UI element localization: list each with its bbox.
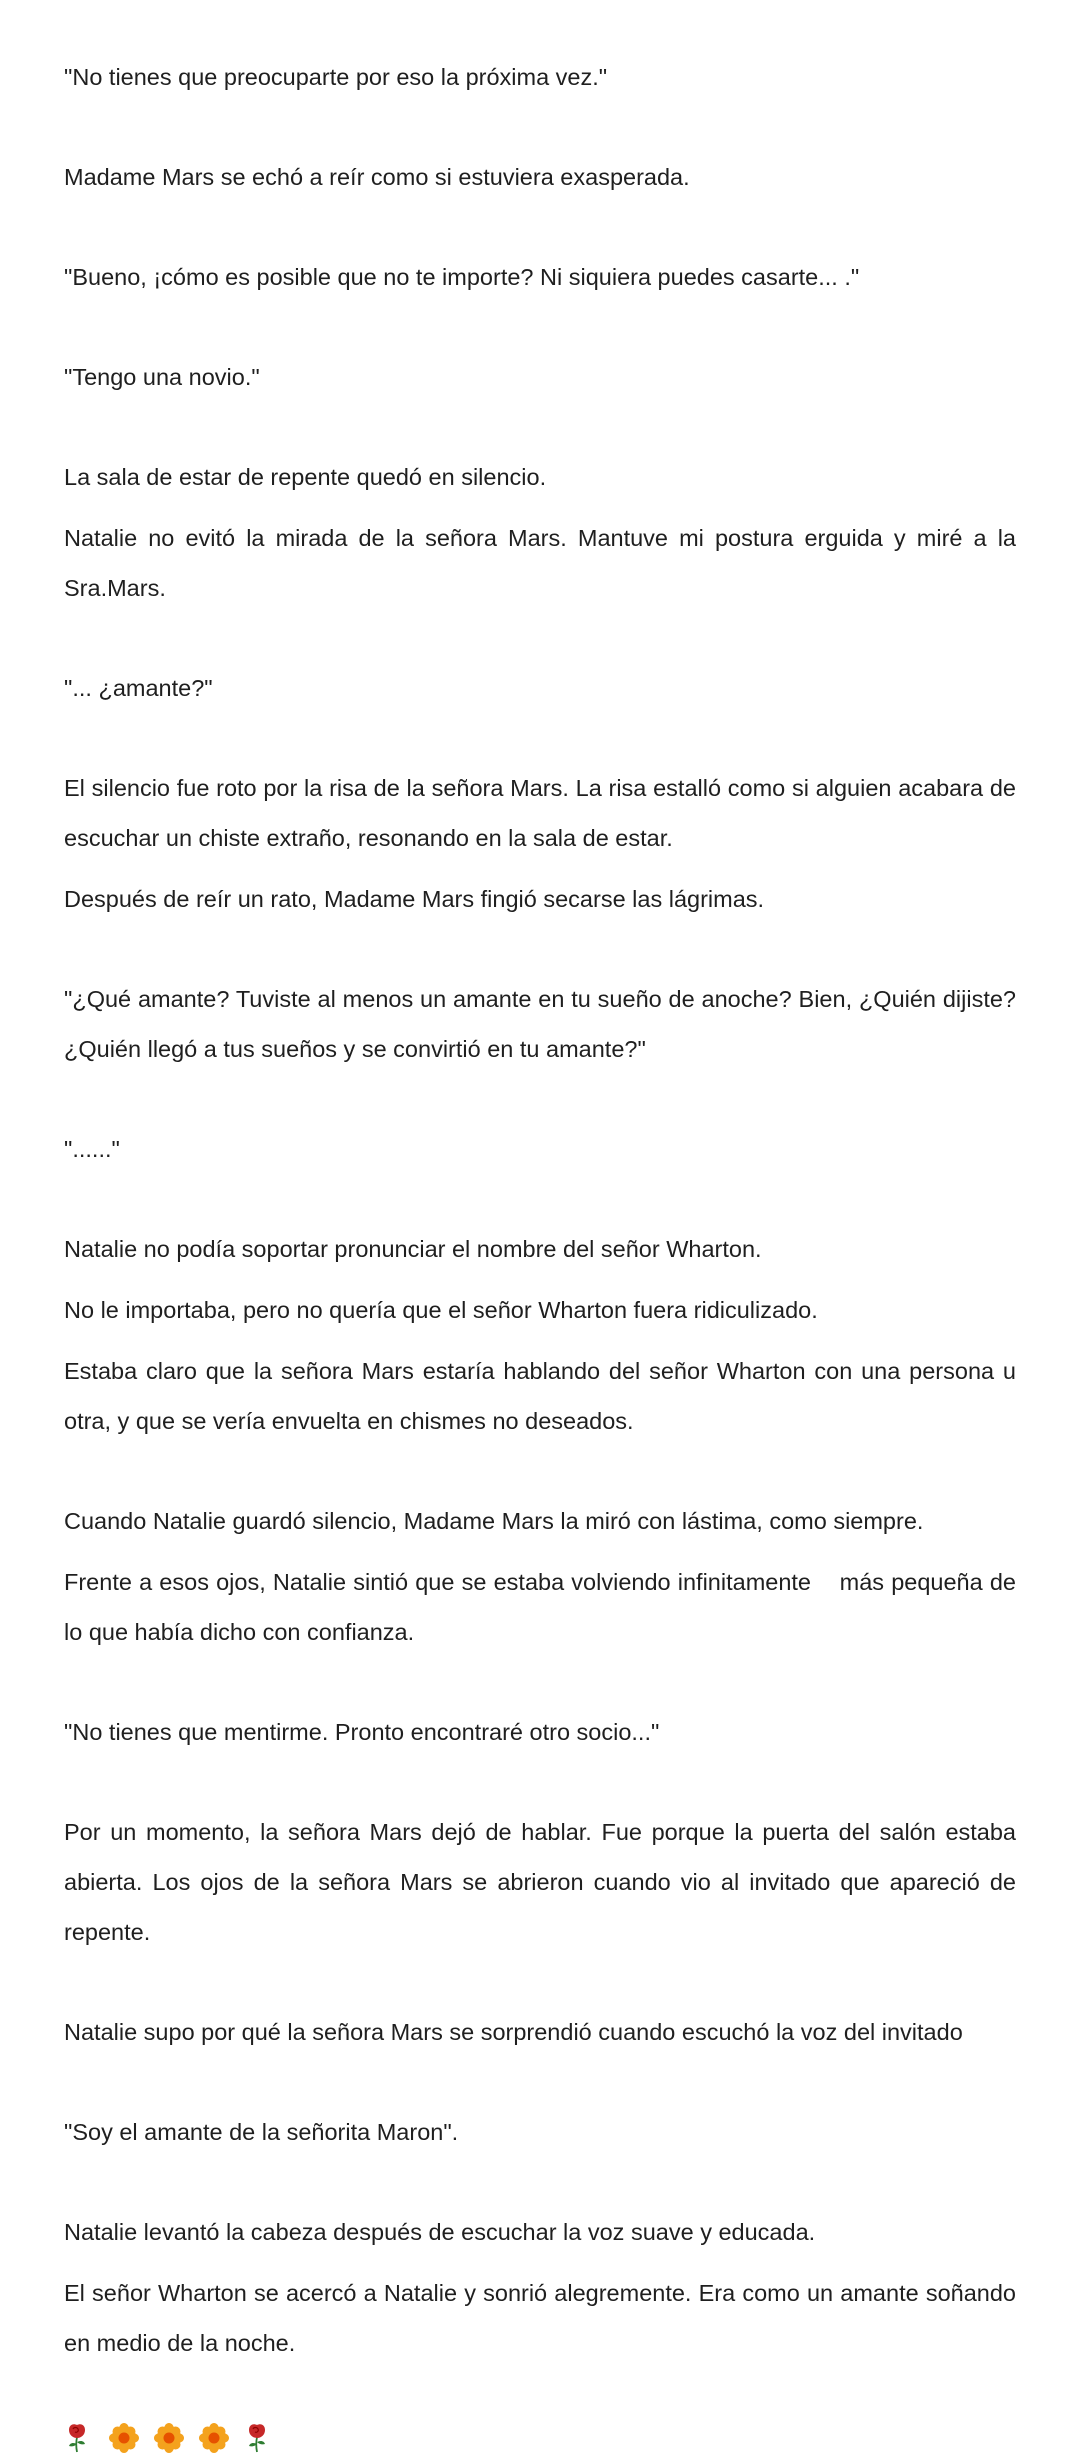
chapter-text bbox=[64, 52, 1023, 2458]
paragraph-17: "No tienes que mentirme. Pronto encontraré otro socio..." bbox=[64, 1719, 660, 1745]
paragraph-10: "¿Qué amante? Tuviste al menos un amante en tu sueño de anoche? Bien, ¿Quién dijiste? ¿Quién llegó a tus sueños y se convirtió en tu amante?" bbox=[64, 986, 1016, 1062]
rose-icon bbox=[244, 2423, 270, 2453]
flower-icon bbox=[154, 2423, 184, 2453]
paragraph-8: El silencio fue roto por la risa de la señora Mars. La risa estalló como si alguien acabara de escuchar un chiste extraño, resonando en la sala de estar. bbox=[64, 775, 1016, 851]
paragraph-6: Natalie no evitó la mirada de la señora Mars. Mantuve mi postura erguida y miré a la Sra.Mars. bbox=[64, 525, 1016, 601]
paragraph-13: No le importaba, pero no quería que el señor Wharton fuera ridiculizado. bbox=[64, 1297, 818, 1323]
paragraph-12: Natalie no podía soportar pronunciar el nombre del señor Wharton. bbox=[64, 1236, 762, 1262]
paragraph-15: Cuando Natalie guardó silencio, Madame Mars la miró con lástima, como siempre. bbox=[64, 1508, 924, 1534]
flower-icon bbox=[199, 2423, 229, 2453]
paragraph-1: "No tienes que preocuparte por eso la próxima vez." bbox=[64, 64, 608, 90]
paragraph-7: "... ¿amante?" bbox=[64, 675, 213, 701]
paragraph-14: Estaba claro que la señora Mars estaría hablando del señor Wharton con una persona u otra, y que se vería envuelta en chismes no deseados. bbox=[64, 1358, 1016, 1434]
paragraph-20: "Soy el amante de la señorita Maron". bbox=[64, 2119, 459, 2145]
paragraph-11: "......" bbox=[64, 1136, 120, 1162]
decorative-flower-divider bbox=[64, 2418, 1016, 2458]
paragraph-9: Después de reír un rato, Madame Mars fingió secarse las lágrimas. bbox=[64, 886, 765, 912]
paragraph-2: Madame Mars se echó a reír como si estuviera exasperada. bbox=[64, 164, 690, 190]
paragraph-3: "Bueno, ¡cómo es posible que no te importe? Ni siquiera puedes casarte... ." bbox=[64, 264, 860, 290]
paragraph-21: Natalie levantó la cabeza después de escuchar la voz suave y educada. bbox=[64, 2219, 816, 2245]
paragraph-22: El señor Wharton se acercó a Natalie y sonrió alegremente. Era como un amante soñando en medio de la noche. bbox=[64, 2280, 1016, 2356]
paragraph-18: Por un momento, la señora Mars dejó de hablar. Fue porque la puerta del salón estaba abierta. Los ojos de la señora Mars se abrieron cuando vio al invitado que apareció de repente. bbox=[64, 1819, 1016, 1945]
paragraph-5: La sala de estar de repente quedó en silencio. bbox=[64, 464, 547, 490]
rose-icon bbox=[64, 2423, 90, 2453]
flower-icon bbox=[109, 2423, 139, 2453]
paragraph-16: Frente a esos ojos, Natalie sintió que se estaba volviendo infinitamente más pequeña de lo que había dicho con confianza. bbox=[64, 1569, 1023, 1645]
paragraph-19: Natalie supo por qué la señora Mars se sorprendió cuando escuchó la voz del invitado bbox=[64, 2019, 963, 2045]
paragraph-4: "Tengo una novio." bbox=[64, 364, 260, 390]
